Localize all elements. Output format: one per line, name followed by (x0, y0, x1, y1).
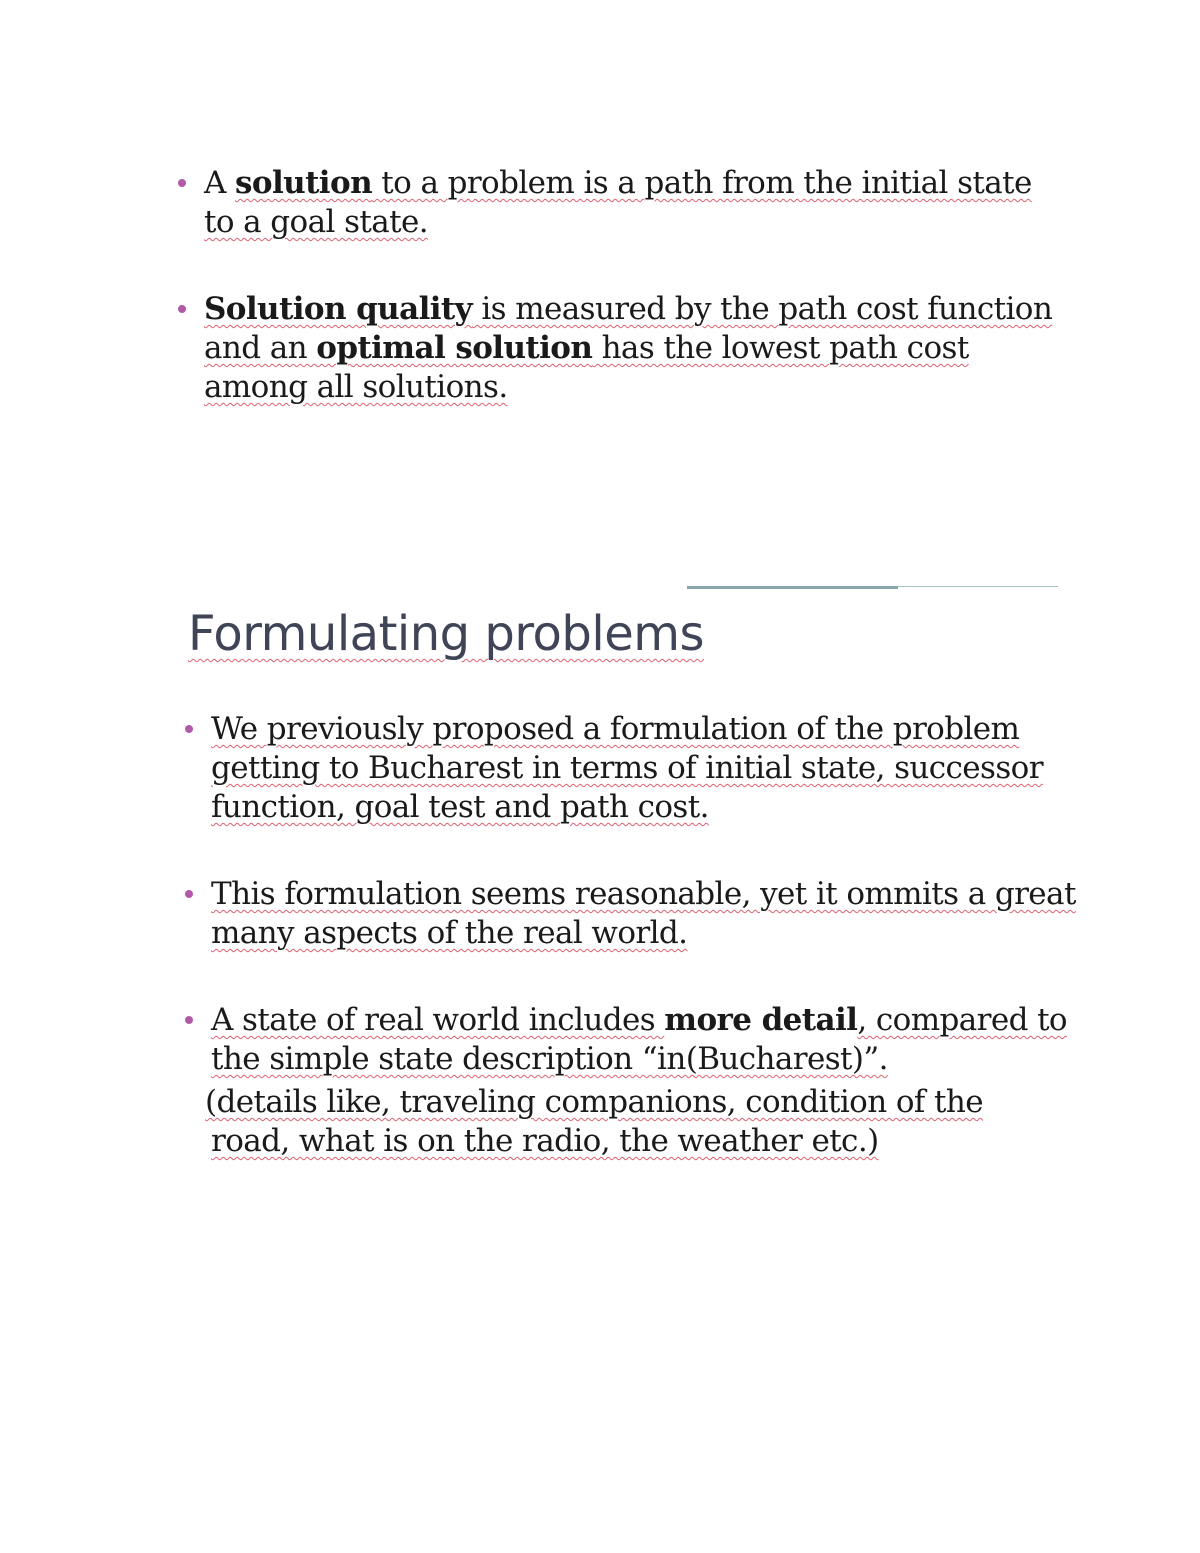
slide2-bullet-list (205, 710, 1076, 1161)
bullet-dot-icon (185, 725, 193, 733)
text-line: A state of real world includes more detail, compared to (211, 1002, 1067, 1038)
bullet-item (205, 1001, 1071, 1161)
term-optimal-solution: optimal solution (316, 330, 593, 366)
text-line: A solution to a problem is a path from the initial state (204, 165, 1032, 201)
text-line: getting to Bucharest in terms of initial state, successor (211, 750, 1043, 786)
bullet-item (204, 164, 1064, 242)
text-line: the simple state description “in(Bucharest)”. (211, 1041, 888, 1077)
term-more-detail: more detail (664, 1002, 858, 1038)
text-line: (details like, traveling companions, condition of the (205, 1084, 984, 1120)
bullet-item (204, 290, 1064, 407)
text-line: This formulation seems reasonable, yet it ommits a great (211, 876, 1076, 912)
term-solution-quality: Solution quality (204, 291, 473, 327)
bullet-dot-icon (178, 179, 186, 187)
bullet-dot-icon (185, 890, 193, 898)
text-line: and an optimal solution has the lowest path cost (204, 330, 969, 366)
text-line: road, what is on the radio, the weather etc.) (211, 1123, 879, 1159)
term-solution: solution (235, 165, 373, 201)
title-rule-accent (687, 586, 898, 589)
bullet-item (211, 710, 1071, 827)
text-line: to a goal state. (204, 204, 428, 240)
title-rule-thin (898, 586, 1058, 587)
bullet-dot-icon (178, 305, 186, 313)
text-line: We previously proposed a formulation of the problem (211, 711, 1020, 747)
bullet-dot-icon (185, 1016, 193, 1024)
text-line: many aspects of the real world. (211, 915, 688, 951)
text-line: Solution quality is measured by the path cost function (204, 291, 1053, 327)
slide1-bullet-list (204, 164, 1064, 407)
page-title: Formulating problems (188, 606, 705, 662)
bullet-item (211, 875, 1076, 953)
text-line: function, goal test and path cost. (211, 789, 709, 825)
text-line: among all solutions. (204, 369, 508, 405)
